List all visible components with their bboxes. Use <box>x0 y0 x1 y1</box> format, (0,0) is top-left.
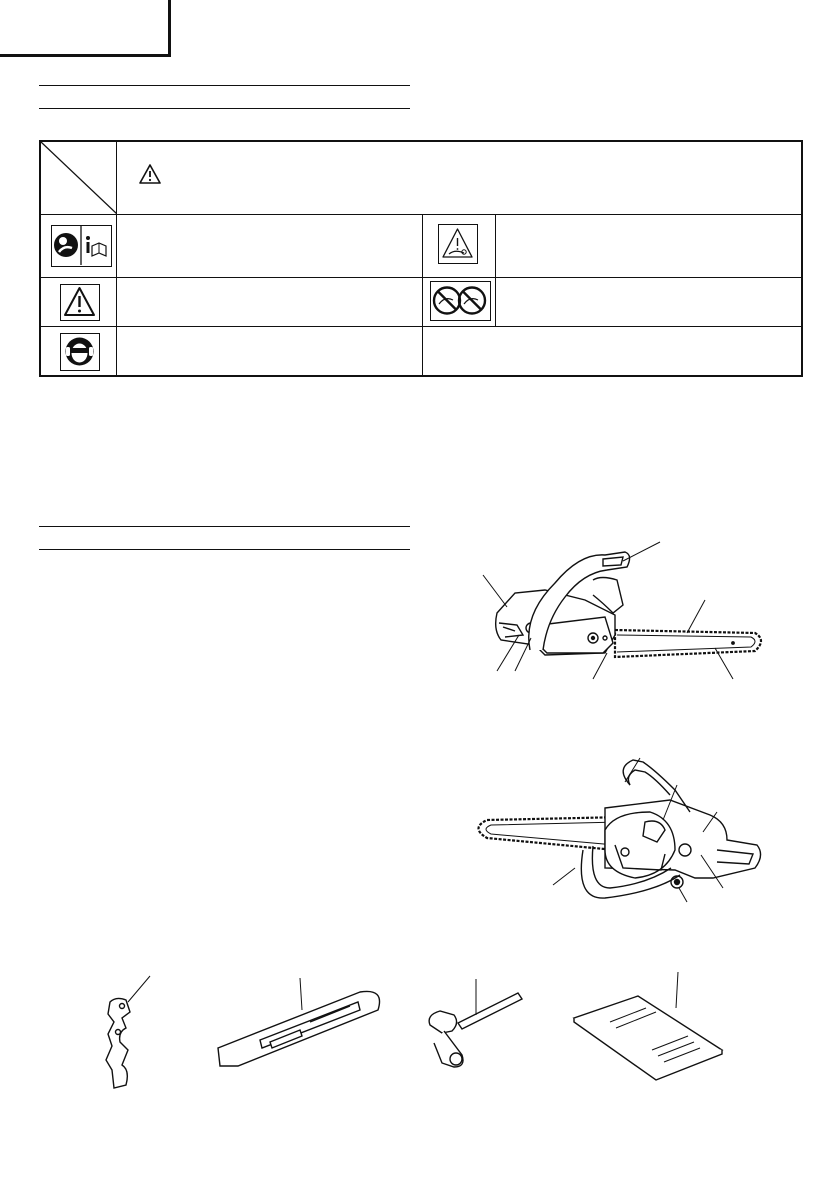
symbols-table <box>39 140 803 377</box>
section1-rule-bottom <box>39 108 410 109</box>
read-manual-icon <box>51 225 112 267</box>
chainsaw-right-side-illustration <box>475 535 775 685</box>
warning-triangle-icon <box>139 164 161 184</box>
section2-rule-top <box>39 526 410 527</box>
grip-handle-accessory <box>100 970 160 1090</box>
kickback-warning-icon <box>438 224 478 264</box>
no-one-hand-operation-icon <box>430 281 491 321</box>
guide-bar-cover <box>210 970 390 1070</box>
general-warning-icon <box>60 284 100 321</box>
corner-tab <box>0 0 171 57</box>
instruction-manual <box>570 968 730 1088</box>
section2-rule-bottom <box>39 549 410 550</box>
plug-wrench <box>418 975 533 1075</box>
ear-eye-protection-icon <box>60 333 100 371</box>
section1-rule-top <box>39 85 410 86</box>
table-corner-diagonal <box>41 142 117 214</box>
chainsaw-left-side-illustration <box>465 750 770 910</box>
